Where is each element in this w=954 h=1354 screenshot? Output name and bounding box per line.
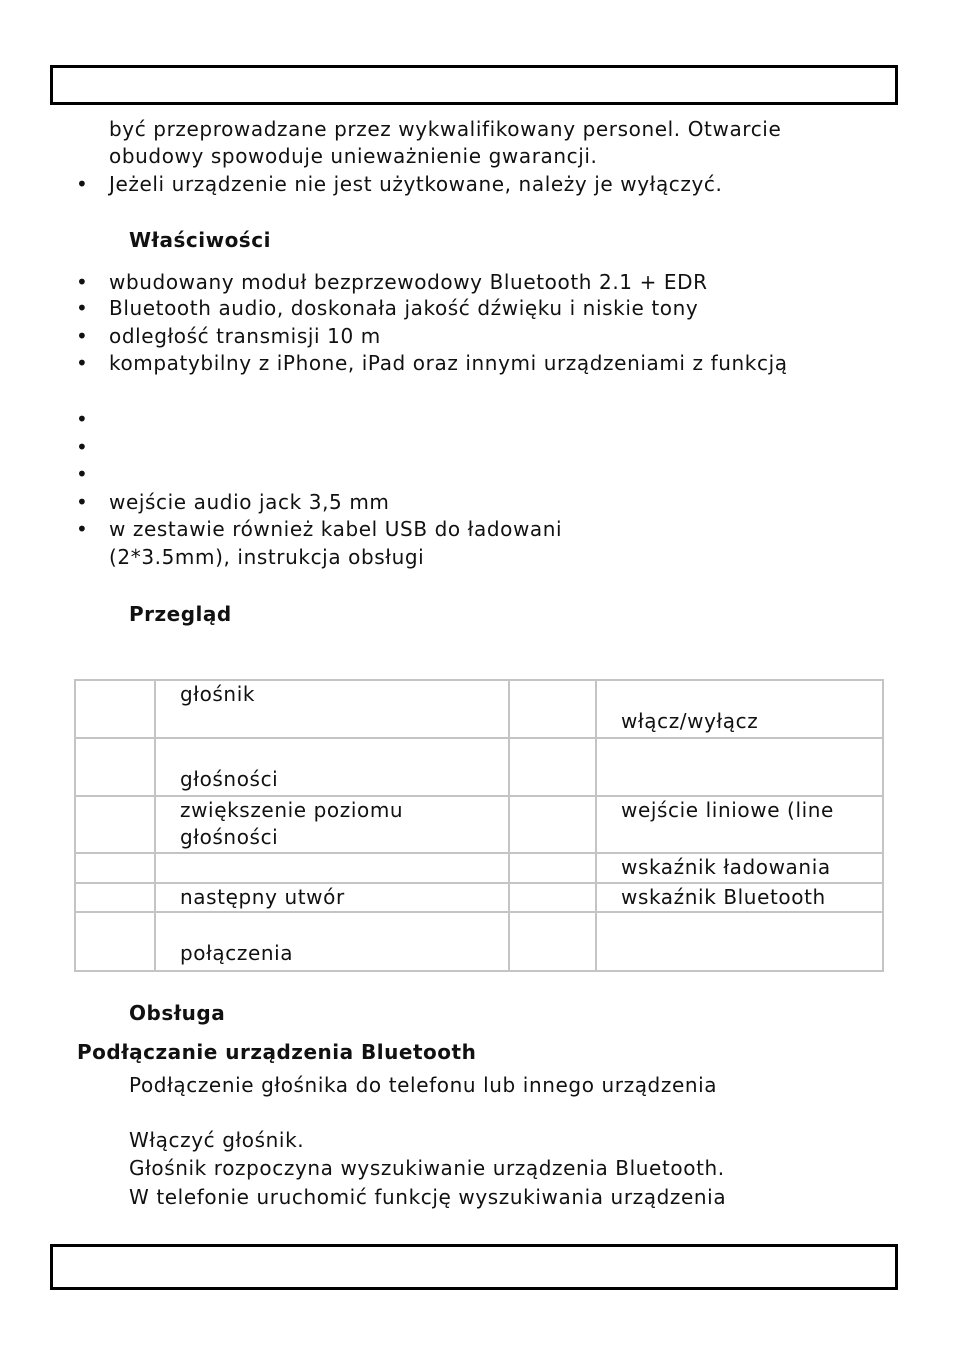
bullet-feature-9: • [76, 517, 88, 541]
table-row [75, 912, 883, 971]
table-row [75, 796, 883, 853]
table-cell-right-text: włącz/wyłącz [621, 709, 759, 733]
table-cell-number [75, 912, 155, 971]
continuation-line-1: być przeprowadzane przez wykwalifikowany personel. Otwarcie [109, 117, 782, 141]
bullet-feature-5: • [76, 407, 88, 431]
table-cell-left [155, 796, 509, 853]
bullet-feature-4: • [76, 351, 88, 375]
table-cell-left [155, 738, 509, 796]
table-cell-number [509, 738, 596, 796]
overview-heading: Przegląd [129, 602, 232, 626]
bullet-feature-8: • [76, 490, 88, 514]
table-cell-left-line-1: zwiększenie poziomu [180, 798, 404, 822]
table-cell-left-text: głośności [180, 767, 279, 791]
page-header-box [50, 65, 898, 105]
operation-heading: Obsługa [129, 1001, 226, 1025]
operation-step-2: Głośnik rozpoczyna wyszukiwanie urządzenia Bluetooth. [129, 1156, 725, 1180]
table-cell-right [596, 738, 883, 796]
table-cell-left [155, 853, 509, 883]
feature-item-2: Bluetooth audio, doskonała jakość dźwięku i niskie tony [109, 296, 699, 320]
operation-step-3: W telefonie uruchomić funkcję wyszukiwania urządzenia [129, 1185, 727, 1209]
table-cell-number [509, 853, 596, 883]
table-row [75, 738, 883, 796]
table-cell-right: wejście liniowe (line [596, 796, 883, 853]
table-cell-number [509, 912, 596, 971]
bluetooth-connection-subheading: Podłączanie urządzenia Bluetooth [77, 1040, 477, 1064]
bullet-feature-1: • [76, 270, 88, 294]
table-cell-number [75, 883, 155, 912]
table-cell-right: wskaźnik Bluetooth [596, 883, 883, 912]
table-cell-left [155, 912, 509, 971]
table-cell-left-line-2: głośności [180, 825, 279, 849]
overview-table [74, 679, 884, 972]
continuation-line-2: obudowy spowoduje unieważnienie gwarancji. [109, 144, 598, 168]
table-cell-number [75, 853, 155, 883]
table-cell-right: wskaźnik ładowania [596, 853, 883, 883]
bullet-feature-6: • [76, 435, 88, 459]
operation-step-1: Włączyć głośnik. [129, 1128, 305, 1152]
table-cell-number [509, 680, 596, 738]
bullet-safety: • [76, 172, 88, 196]
feature-item-8: wejście audio jack 3,5 mm [109, 490, 390, 514]
bullet-feature-2: • [76, 296, 88, 320]
table-cell-number [509, 796, 596, 853]
feature-item-1: wbudowany moduł bezprzewodowy Bluetooth 2.1 + EDR [109, 270, 708, 294]
table-cell-right [596, 912, 883, 971]
table-cell-left: głośnik [155, 680, 509, 738]
table-cell-number [75, 738, 155, 796]
table-cell-left: następny utwór [155, 883, 509, 912]
table-cell-number [75, 680, 155, 738]
page-footer-box [50, 1244, 898, 1290]
table-cell-number [75, 796, 155, 853]
table-cell-number [509, 883, 596, 912]
operation-intro: Podłączenie głośnika do telefonu lub innego urządzenia [129, 1073, 718, 1097]
feature-item-3: odległość transmisji 10 m [109, 324, 381, 348]
feature-item-9-continued: (2*3.5mm), instrukcja obsługi [109, 545, 425, 569]
table-cell-left-text: połączenia [180, 941, 294, 965]
table-row [75, 853, 883, 883]
table-row [75, 680, 883, 738]
bullet-feature-7: • [76, 462, 88, 486]
feature-item-9: w zestawie również kabel USB do ładowani [109, 517, 563, 541]
safety-bullet-text: Jeżeli urządzenie nie jest użytkowane, należy je wyłączyć. [109, 172, 723, 196]
bullet-feature-3: • [76, 324, 88, 348]
features-heading: Właściwości [129, 228, 271, 252]
feature-item-4: kompatybilny z iPhone, iPad oraz innymi urządzeniami z funkcją [109, 351, 788, 375]
table-cell-right [596, 680, 883, 738]
table-row [75, 883, 883, 912]
